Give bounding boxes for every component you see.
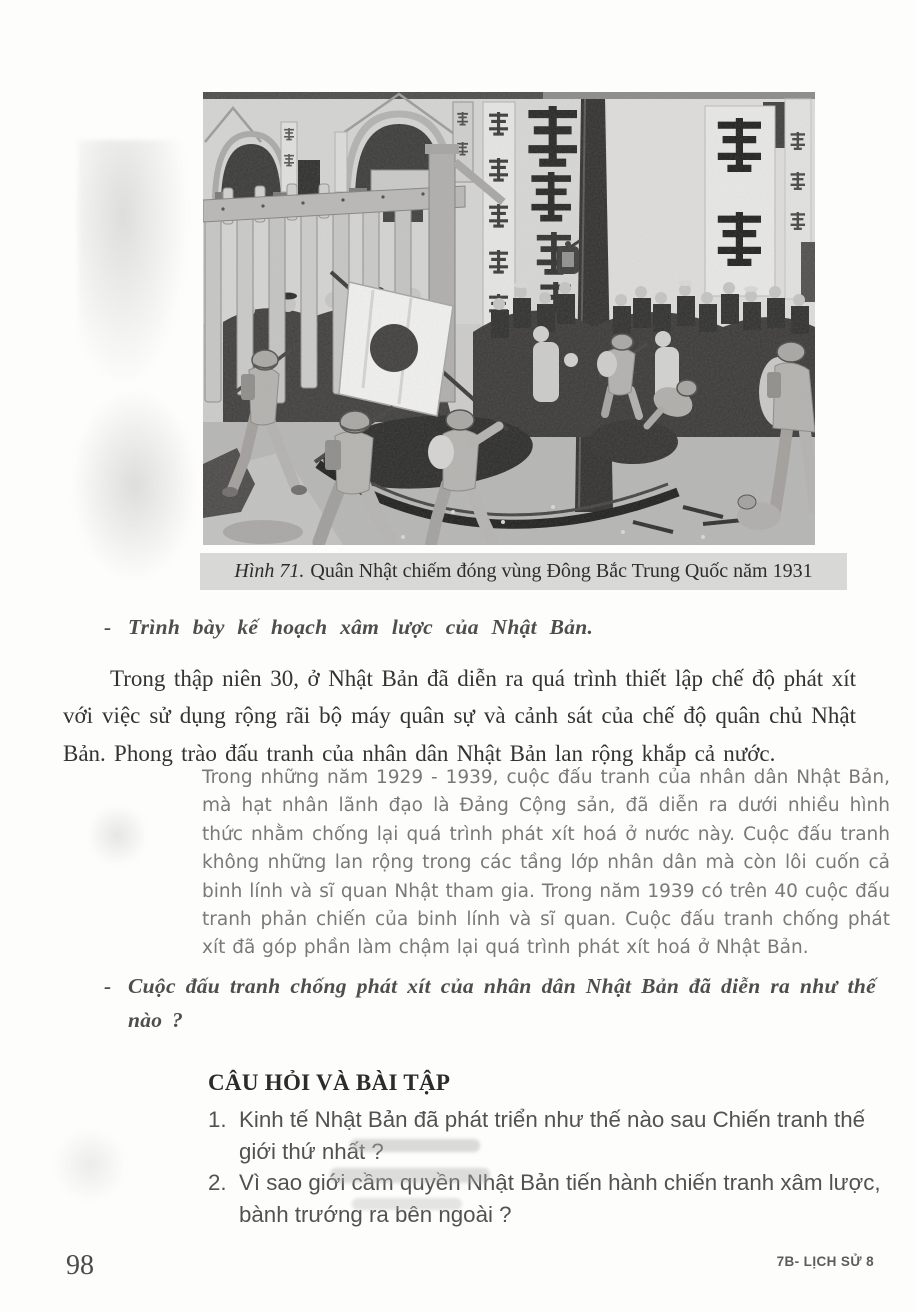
- prompt-dash: -: [104, 974, 112, 998]
- prompt-text: Cuộc đấu tranh chống phát xít của nhân dân Nhật Bản đã diễn ra như thế nào ?: [128, 974, 876, 1032]
- exercises-list: [208, 1104, 908, 1230]
- historical-photo: [203, 92, 815, 545]
- reading-block: Trong những năm 1929 - 1939, cuộc đấu tranh của nhân dân Nhật Bản, mà hạt nhân lãnh đạo là Đảng Cộng sản, đã diễn ra dưới nhiều hình thức nhằm chống lại quá trình phát xít hoá ở nước này. Cuộc đấu tranh không những lan rộng trong các tầng lớp nhân dân mà còn lôi cuốn cả binh lính và sĩ quan Nhật tham gia. Trong năm 1939 có trên 40 cuộc đấu tranh phản chiến của binh lính và sĩ quan. Cuộc đấu tranh chống phát xít đã góp phần làm chậm lại quá trình phát xít hoá ở Nhật Bản.: [202, 767, 890, 959]
- figure-caption: [200, 553, 847, 590]
- exercise-text: Vì sao giới cầm quyền Nhật Bản tiến hành chiến tranh xâm lược, bành trướng ra bên ngoài ?: [239, 1170, 881, 1227]
- imprint-label: 7B- LỊCH SỬ 8: [776, 1254, 874, 1269]
- study-prompt: [104, 612, 874, 642]
- figure-caption-label: Hình 71.: [234, 560, 305, 582]
- exercise-text: Kinh tế Nhật Bản đã phát triển như thế nào sau Chiến tranh thế giới thứ nhất ?: [239, 1107, 866, 1164]
- figure-caption-text: Quân Nhật chiếm đóng vùng Đông Bắc Trung Quốc năm 1931: [310, 560, 813, 582]
- prompt-dash: -: [104, 615, 112, 639]
- prompt-text: Trình bày kế hoạch xâm lược của Nhật Bản.: [128, 615, 594, 639]
- exercise-item: [208, 1104, 908, 1167]
- study-prompt: [104, 970, 876, 1037]
- exercise-number: 2.: [208, 1170, 227, 1196]
- page-number: 98: [66, 1250, 94, 1281]
- photo-grain-overlay: [203, 92, 815, 545]
- scan-smudge: [78, 140, 190, 390]
- scan-smudge: [50, 1130, 130, 1200]
- exercise-item: [208, 1167, 908, 1230]
- body-paragraph: Trong thập niên 30, ở Nhật Bản đã diễn ra quá trình thiết lập chế độ phát xít với việc sử dụng rộng rãi bộ máy quân sự và cảnh sát của chế độ quân chủ Nhật Bản. Phong trào đấu tranh của nhân dân Nhật Bản lan rộng khắp cả nước.: [63, 666, 856, 766]
- scan-smudge: [72, 390, 197, 580]
- photo-illustration: [203, 92, 815, 545]
- scan-smudge: [90, 800, 145, 870]
- exercises-heading: CÂU HỎI VÀ BÀI TẬP: [208, 1070, 451, 1095]
- exercise-number: 1.: [208, 1107, 227, 1132]
